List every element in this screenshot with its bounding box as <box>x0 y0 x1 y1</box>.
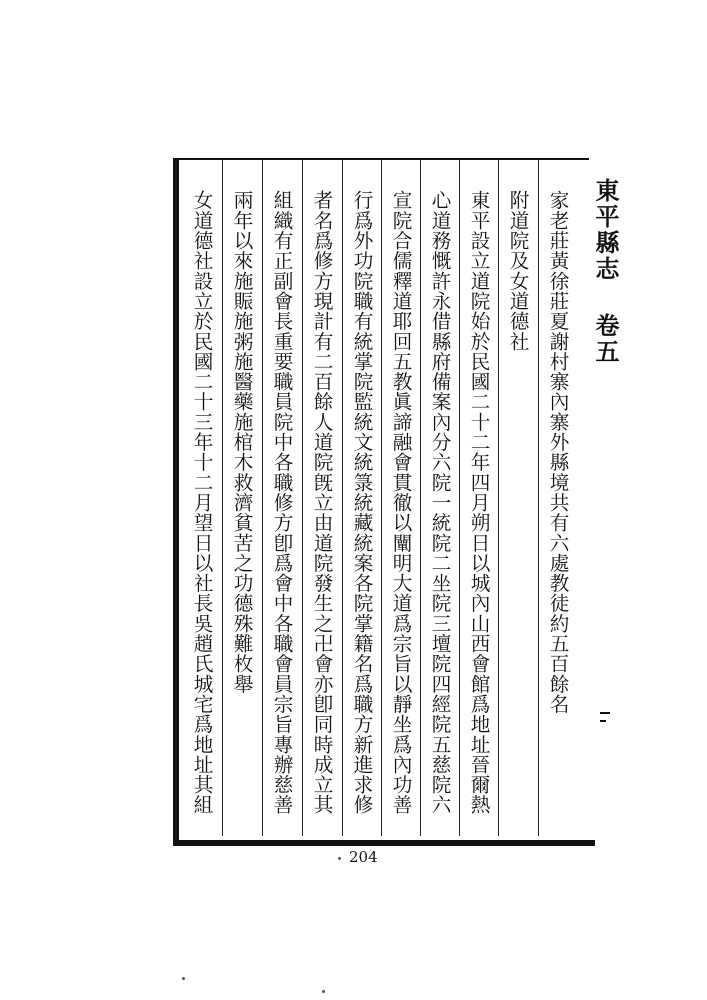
column-rule <box>342 160 343 836</box>
text-column-9: 兩年以來施賑施粥施醫藥施棺木救濟貧苦之功德殊難枚舉 <box>230 190 253 694</box>
fold-mark-line <box>600 712 610 714</box>
text-column-10: 女道德社設立於民國二十三年十二月望日以社長吳趙氏城宅爲地址其組 <box>190 190 213 815</box>
column-rule <box>381 160 382 836</box>
text-column-8: 組織有正副會長重要職員院中各職修方卽爲會中各職會員宗旨專辦慈善 <box>270 190 293 815</box>
scan-speck <box>338 857 341 860</box>
column-rule <box>420 160 421 836</box>
scan-speck <box>322 990 325 993</box>
column-rule <box>222 160 223 836</box>
fold-mark-line-2 <box>600 720 606 722</box>
column-rule <box>302 160 303 836</box>
text-column-4: 心道務慨許永借縣府備案內分六院一統院二坐院三壇院四經院五慈院六 <box>428 190 451 815</box>
text-column-7: 者名爲修方現計有二百餘人道院旣立由道院發生之卍會亦卽同時成立其 <box>310 190 333 815</box>
column-rule <box>262 160 263 836</box>
page-number: 204 <box>349 848 378 866</box>
column-rule <box>498 160 499 836</box>
scan-speck <box>182 977 185 980</box>
column-rule <box>538 160 539 836</box>
text-column-5: 宣院合儒釋道耶回五教眞諦融會貫徹以闡明大道爲宗旨以靜坐爲內功善 <box>389 190 412 815</box>
text-column-1: 家老莊黃徐莊夏謝村寨內寨外縣境共有六處教徒約五百餘名 <box>546 190 569 714</box>
column-rule <box>459 160 460 836</box>
frame-top-border <box>179 158 589 160</box>
text-column-2: 附道院及女道德社 <box>506 190 529 352</box>
text-column-3: 東平設立道院始於民國二十二年四月朔日以城內山西會館爲地址晉爾熱 <box>467 190 490 815</box>
running-header: 東平縣志 卷五 <box>591 178 620 365</box>
text-column-6: 行爲外功院職有統掌院監統文統箓統藏統案各院掌籍名爲職方新進求修 <box>350 190 373 815</box>
